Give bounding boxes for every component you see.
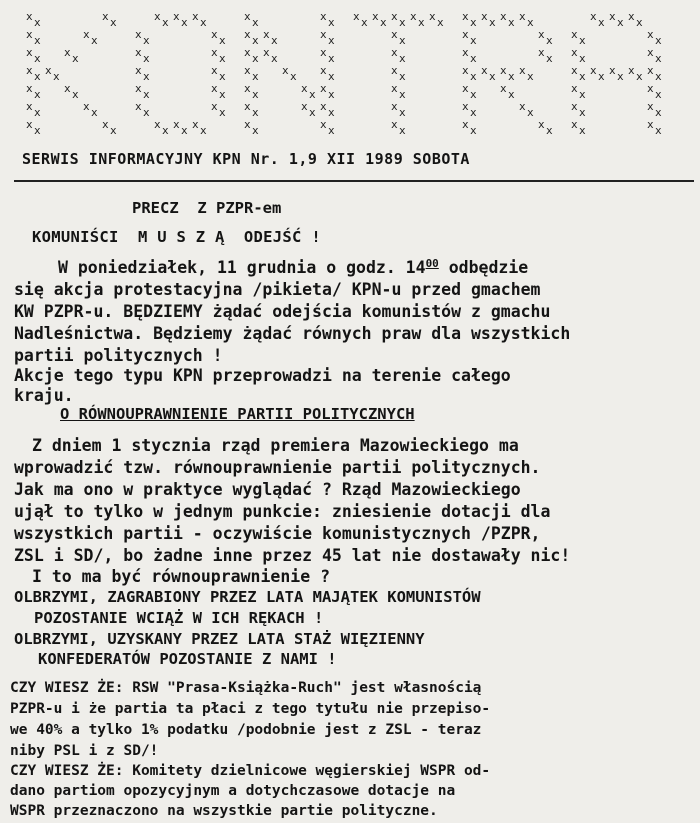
- logo-x-mark: x: [211, 64, 218, 77]
- article1-line-2: się akcja protestacyjna /pikieta/ KPN-u przed gmachem: [14, 280, 541, 299]
- logo-x-mark: x: [353, 10, 360, 23]
- logo-x-mark: x: [655, 88, 662, 101]
- logo-x-mark: x: [219, 34, 226, 47]
- article1-line-6: Akcje tego typu KPN przeprowadzi na terenie całego: [14, 366, 511, 385]
- logo-x-mark: x: [527, 106, 534, 119]
- logo-x-mark: x: [462, 46, 469, 59]
- article1-text-a: W poniedziałek, 11 grudnia o godz. 14: [58, 258, 426, 277]
- logo-x-mark: x: [655, 106, 662, 119]
- logo-x-mark: x: [519, 64, 526, 77]
- logo-x-mark: x: [571, 100, 578, 113]
- logo-x-mark: x: [154, 118, 161, 131]
- section2-line-10: OLBRZYMI, UZYSKANY PRZEZ LATA STAŻ WIĘZIENNY: [14, 630, 425, 648]
- logo-x-mark: x: [647, 64, 654, 77]
- logo-x-mark: x: [470, 52, 477, 65]
- logo-x-mark: x: [135, 46, 142, 59]
- section3-line-2: PZPR-u i że partia ta płaci z tego tytułu nie przepiso-: [10, 701, 491, 717]
- headline-line-1: PRECZ Z PZPR-em: [132, 199, 282, 217]
- logo-x-mark: x: [143, 52, 150, 65]
- logo-x-mark: x: [320, 82, 327, 95]
- logo-x-mark: x: [655, 34, 662, 47]
- logo-x-mark: x: [579, 70, 586, 83]
- logo-x-mark: x: [571, 82, 578, 95]
- kontra-logo: [20, 4, 660, 144]
- logo-x-mark: x: [380, 16, 387, 29]
- logo-x-mark: x: [481, 10, 488, 23]
- logo-x-mark: x: [470, 106, 477, 119]
- logo-x-mark: x: [655, 124, 662, 137]
- logo-x-mark: x: [647, 100, 654, 113]
- logo-x-mark: x: [579, 34, 586, 47]
- logo-x-mark: x: [211, 82, 218, 95]
- logo-x-mark: x: [609, 64, 616, 77]
- logo-x-mark: x: [271, 52, 278, 65]
- logo-x-mark: x: [628, 64, 635, 77]
- logo-x-mark: x: [110, 124, 117, 137]
- logo-x-mark: x: [135, 28, 142, 41]
- logo-x-mark: x: [244, 118, 251, 131]
- logo-x-mark: x: [320, 28, 327, 41]
- logo-x-mark: x: [301, 100, 308, 113]
- logo-x-mark: x: [26, 82, 33, 95]
- logo-x-mark: x: [72, 88, 79, 101]
- logo-x-mark: x: [579, 52, 586, 65]
- section3-line-5: CZY WIESZ ŻE: Komitety dzielnicowe węgierskiej WSPR od-: [10, 763, 491, 779]
- logo-x-mark: x: [470, 124, 477, 137]
- logo-x-mark: x: [143, 70, 150, 83]
- article1-line-4: Nadleśnictwa. Będziemy żądać równych praw dla wszystkich: [14, 324, 571, 343]
- logo-x-mark: x: [462, 28, 469, 41]
- logo-x-mark: x: [508, 88, 515, 101]
- logo-x-mark: x: [34, 70, 41, 83]
- logo-x-mark: x: [252, 106, 259, 119]
- logo-x-mark: x: [391, 100, 398, 113]
- logo-x-mark: x: [26, 46, 33, 59]
- logo-x-mark: x: [143, 106, 150, 119]
- logo-x-mark: x: [219, 88, 226, 101]
- logo-x-mark: x: [211, 28, 218, 41]
- logo-x-mark: x: [647, 82, 654, 95]
- logo-x-mark: x: [361, 16, 368, 29]
- logo-x-mark: x: [320, 64, 327, 77]
- logo-x-mark: x: [399, 106, 406, 119]
- logo-x-mark: x: [244, 28, 251, 41]
- logo-x-mark: x: [399, 34, 406, 47]
- logo-x-mark: x: [83, 100, 90, 113]
- logo-x-mark: x: [102, 10, 109, 23]
- article1-time-superscript: 00: [425, 257, 439, 270]
- section2-line-8: OLBRZYMI, ZAGRABIONY PRZEZ LATA MAJĄTEK KOMUNISTÓW: [14, 588, 481, 606]
- logo-x-mark: x: [83, 28, 90, 41]
- article1-line-5: partii politycznych !: [14, 346, 223, 365]
- article1-line-1: [58, 257, 528, 277]
- logo-x-mark: x: [399, 88, 406, 101]
- logo-x-mark: x: [173, 10, 180, 23]
- logo-x-mark: x: [647, 118, 654, 131]
- logo-x-mark: x: [579, 124, 586, 137]
- logo-x-mark: x: [462, 10, 469, 23]
- logo-x-mark: x: [328, 124, 335, 137]
- logo-x-mark: x: [143, 88, 150, 101]
- logo-x-mark: x: [372, 10, 379, 23]
- section2-line-3: Jak ma ono w praktyce wyglądać ? Rząd Mazowieckiego: [14, 480, 521, 499]
- logo-x-mark: x: [320, 100, 327, 113]
- logo-x-mark: x: [598, 16, 605, 29]
- logo-x-mark: x: [320, 46, 327, 59]
- logo-x-mark: x: [647, 46, 654, 59]
- logo-x-mark: x: [45, 64, 52, 77]
- section3-line-7: WSPR przeznaczono na wszystkie partie polityczne.: [10, 803, 438, 819]
- logo-x-mark: x: [399, 70, 406, 83]
- logo-x-mark: x: [628, 10, 635, 23]
- section3-line-1: CZY WIESZ ŻE: RSW "Prasa-Książka-Ruch" jest własnością: [10, 680, 482, 696]
- logo-x-mark: x: [527, 70, 534, 83]
- logo-x-mark: x: [26, 64, 33, 77]
- logo-x-mark: x: [437, 16, 444, 29]
- logo-x-mark: x: [391, 64, 398, 77]
- masthead-subtitle: SERWIS INFORMACYJNY KPN Nr. 1,9 XII 1989 SOBOTA: [22, 150, 470, 168]
- logo-x-mark: x: [34, 16, 41, 29]
- masthead: [0, 0, 700, 150]
- logo-x-mark: x: [263, 28, 270, 41]
- logo-x-mark: x: [53, 70, 60, 83]
- logo-x-mark: x: [470, 34, 477, 47]
- logo-x-mark: x: [462, 118, 469, 131]
- logo-x-mark: x: [200, 16, 207, 29]
- logo-x-mark: x: [617, 70, 624, 83]
- logo-x-mark: x: [282, 64, 289, 77]
- logo-x-mark: x: [647, 28, 654, 41]
- logo-x-mark: x: [211, 46, 218, 59]
- logo-x-mark: x: [309, 88, 316, 101]
- logo-x-mark: x: [519, 100, 526, 113]
- logo-x-mark: x: [571, 46, 578, 59]
- section2-line-4: ujął to tylko w jednym punkcie: zniesienie dotacji dla: [14, 502, 551, 521]
- logo-x-mark: x: [143, 34, 150, 47]
- section2-line-5: wszystkich partii - oczywiście komunistycznych /PZPR,: [14, 524, 541, 543]
- logo-x-mark: x: [546, 124, 553, 137]
- logo-x-mark: x: [579, 106, 586, 119]
- headline-line-2: KOMUNIŚCI M U S Z Ą ODEJŚĆ !: [32, 228, 321, 246]
- logo-x-mark: x: [181, 16, 188, 29]
- logo-x-mark: x: [91, 34, 98, 47]
- logo-x-mark: x: [519, 10, 526, 23]
- logo-x-mark: x: [244, 64, 251, 77]
- logo-x-mark: x: [219, 52, 226, 65]
- logo-x-mark: x: [429, 10, 436, 23]
- logo-x-mark: x: [391, 46, 398, 59]
- logo-x-mark: x: [391, 10, 398, 23]
- logo-x-mark: x: [162, 124, 169, 137]
- logo-x-mark: x: [252, 124, 259, 137]
- logo-x-mark: x: [34, 106, 41, 119]
- logo-x-mark: x: [219, 70, 226, 83]
- logo-x-mark: x: [34, 52, 41, 65]
- section2-line-7: I to ma być równouprawnienie ?: [32, 567, 331, 586]
- logo-x-mark: x: [609, 10, 616, 23]
- logo-x-mark: x: [328, 34, 335, 47]
- logo-x-mark: x: [328, 88, 335, 101]
- logo-x-mark: x: [636, 70, 643, 83]
- logo-x-mark: x: [470, 88, 477, 101]
- logo-x-mark: x: [135, 64, 142, 77]
- logo-x-mark: x: [538, 118, 545, 131]
- logo-x-mark: x: [252, 88, 259, 101]
- logo-x-mark: x: [309, 106, 316, 119]
- logo-x-mark: x: [538, 46, 545, 59]
- logo-x-mark: x: [391, 82, 398, 95]
- logo-x-mark: x: [181, 124, 188, 137]
- logo-x-mark: x: [470, 70, 477, 83]
- logo-x-mark: x: [72, 52, 79, 65]
- logo-x-mark: x: [244, 46, 251, 59]
- section2-line-9: POZOSTANIE WCIĄŻ W ICH RĘKACH !: [34, 609, 324, 627]
- logo-x-mark: x: [64, 82, 71, 95]
- logo-x-mark: x: [26, 28, 33, 41]
- logo-x-mark: x: [462, 82, 469, 95]
- article1-line-7: kraju.: [14, 386, 74, 405]
- section2-line-11: KONFEDERATÓW POZOSTANIE Z NAMI !: [38, 650, 337, 668]
- logo-x-mark: x: [34, 34, 41, 47]
- logo-x-mark: x: [244, 82, 251, 95]
- logo-x-mark: x: [590, 10, 597, 23]
- logo-x-mark: x: [500, 82, 507, 95]
- section3-line-4: niby PSL i z SD/!: [10, 743, 159, 759]
- logo-x-mark: x: [328, 52, 335, 65]
- logo-x-mark: x: [301, 82, 308, 95]
- logo-x-mark: x: [391, 118, 398, 131]
- logo-x-mark: x: [26, 10, 33, 23]
- logo-x-mark: x: [173, 118, 180, 131]
- logo-x-mark: x: [508, 16, 515, 29]
- logo-x-mark: x: [598, 70, 605, 83]
- logo-x-mark: x: [110, 16, 117, 29]
- logo-x-mark: x: [34, 88, 41, 101]
- logo-x-mark: x: [263, 46, 270, 59]
- logo-x-mark: x: [219, 106, 226, 119]
- logo-x-mark: x: [320, 118, 327, 131]
- logo-x-mark: x: [328, 106, 335, 119]
- logo-x-mark: x: [252, 34, 259, 47]
- logo-x-mark: x: [489, 16, 496, 29]
- logo-x-mark: x: [34, 124, 41, 137]
- section2-line-6: ZSL i SD/, bo żadne inne przez 45 lat nie dostawały nic!: [14, 546, 571, 565]
- logo-x-mark: x: [328, 16, 335, 29]
- logo-x-mark: x: [538, 28, 545, 41]
- section2-line-1: Z dniem 1 stycznia rząd premiera Mazowieckiego ma: [32, 436, 519, 455]
- logo-x-mark: x: [26, 118, 33, 131]
- logo-x-mark: x: [500, 64, 507, 77]
- logo-x-mark: x: [462, 64, 469, 77]
- article1-text-b: odbędzie: [438, 258, 529, 277]
- logo-x-mark: x: [590, 64, 597, 77]
- logo-x-mark: x: [252, 16, 259, 29]
- logo-x-mark: x: [500, 10, 507, 23]
- logo-x-mark: x: [546, 52, 553, 65]
- logo-x-mark: x: [328, 70, 335, 83]
- article1-line-3: KW PZPR-u. BĘDZIEMY żądać odejścia komunistów z gmachu: [14, 302, 551, 321]
- logo-x-mark: x: [192, 118, 199, 131]
- logo-x-mark: x: [546, 34, 553, 47]
- logo-x-mark: x: [91, 106, 98, 119]
- logo-x-mark: x: [192, 10, 199, 23]
- logo-x-mark: x: [102, 118, 109, 131]
- logo-x-mark: x: [244, 10, 251, 23]
- logo-x-mark: x: [391, 28, 398, 41]
- logo-x-mark: x: [410, 10, 417, 23]
- logo-x-mark: x: [64, 46, 71, 59]
- logo-x-mark: x: [399, 52, 406, 65]
- logo-x-mark: x: [418, 16, 425, 29]
- logo-x-mark: x: [571, 28, 578, 41]
- logo-x-mark: x: [200, 124, 207, 137]
- section2-heading: O RÓWNOUPRAWNIENIE PARTII POLITYCZNYCH: [60, 405, 415, 423]
- logo-x-mark: x: [320, 10, 327, 23]
- logo-x-mark: x: [271, 34, 278, 47]
- logo-x-mark: x: [135, 100, 142, 113]
- logo-x-mark: x: [462, 100, 469, 113]
- logo-x-mark: x: [481, 64, 488, 77]
- logo-x-mark: x: [636, 16, 643, 29]
- logo-x-mark: x: [399, 124, 406, 137]
- logo-x-mark: x: [26, 100, 33, 113]
- section3-line-6: dano partiom opozycyjnym a dotychczasowe dotacje na: [10, 783, 456, 799]
- logo-x-mark: x: [527, 16, 534, 29]
- logo-x-mark: x: [617, 16, 624, 29]
- section3-line-3: we 40% a tylko 1% podatku /podobnie jest z ZSL - teraz: [10, 722, 482, 738]
- section2-line-2: wprowadzić tzw. równouprawnienie partii politycznych.: [14, 458, 541, 477]
- logo-x-mark: x: [290, 70, 297, 83]
- logo-x-mark: x: [655, 52, 662, 65]
- logo-x-mark: x: [399, 16, 406, 29]
- logo-x-mark: x: [571, 118, 578, 131]
- logo-x-mark: x: [252, 52, 259, 65]
- logo-x-mark: x: [162, 16, 169, 29]
- logo-x-mark: x: [489, 70, 496, 83]
- logo-x-mark: x: [154, 10, 161, 23]
- logo-x-mark: x: [508, 70, 515, 83]
- logo-x-mark: x: [579, 88, 586, 101]
- logo-x-mark: x: [252, 70, 259, 83]
- header-rule: [14, 180, 694, 182]
- logo-x-mark: x: [211, 100, 218, 113]
- logo-title: KONTRA: [20, 4, 24, 5]
- logo-x-mark: x: [244, 100, 251, 113]
- logo-x-mark: x: [470, 16, 477, 29]
- logo-x-mark: x: [571, 64, 578, 77]
- logo-x-mark: x: [655, 70, 662, 83]
- logo-x-mark: x: [135, 82, 142, 95]
